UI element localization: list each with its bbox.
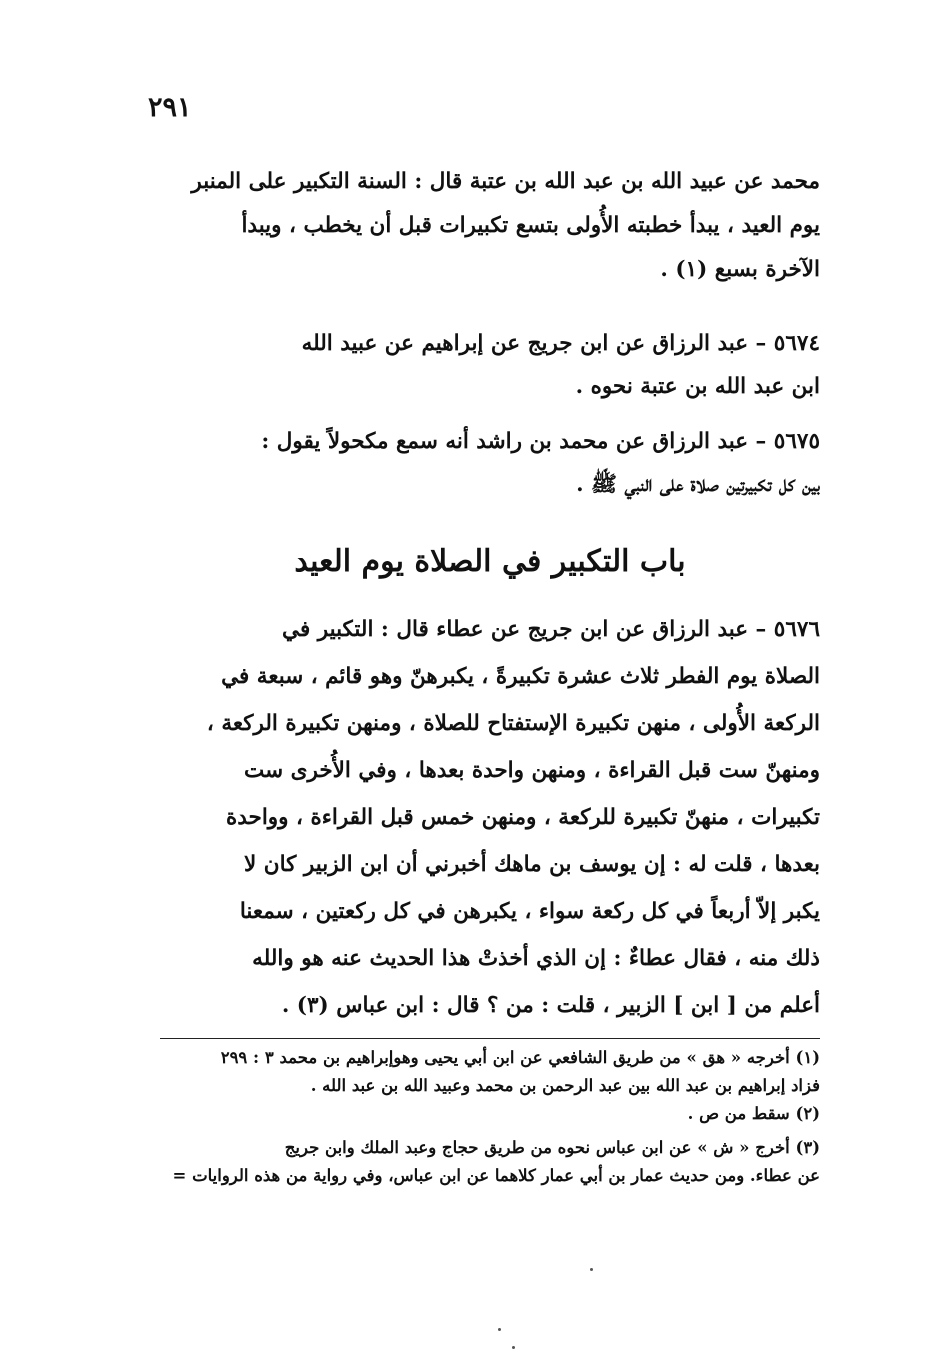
scan-speck	[498, 1328, 501, 1331]
text-line: ومنهنّ ست قبل القراءة ، ومنهن واحدة بعدها ، وفي الأُخرى ست	[244, 758, 820, 783]
text-line: يوم العيد ، يبدأ خطبته الأُولى بتسع تكبيرات قبل أن يخطب ، ويبدأ	[241, 213, 820, 238]
footnote-2	[160, 1100, 820, 1128]
continued-paragraph	[160, 160, 820, 292]
text-line: ٥٦٧٥ – عبد الرزاق عن محمد بن راشد أنه سمع مكحولاً يقول :	[261, 429, 820, 454]
scan-speck	[590, 1268, 593, 1271]
text-line: تكبيرات ، منهنّ تكبيرة للركعة ، ومنهن خمس قبل القراءة ، وواحدة	[225, 805, 820, 830]
footnote-divider	[160, 1038, 820, 1039]
footnotes	[160, 1044, 820, 1190]
text-line: الصلاة يوم الفطر ثلاث عشرة تكبيرةً ، يكبرهنّ وهو قائم ، سبعة في	[221, 664, 820, 689]
footnote-3	[160, 1134, 820, 1190]
footnote-line: عن عطاء. ومن حديث عمار بن أبي عمار كلاهما عن ابن عباس، وفي رواية من هذه الروايات =	[172, 1166, 820, 1185]
text-line: الركعة الأُولى ، منهن تكبيرة الإستفتاح للصلاة ، ومنهن تكبيرة الركعة ،	[206, 711, 820, 736]
text-line: بين كل تكبيرتين صلاة على النبي ﷺ .	[576, 472, 820, 497]
text-line: يكبر إلاّ أربعاً في كل ركعة سواء ، يكبرهن في كل ركعتين ، سمعنا	[239, 899, 820, 924]
text-line: ٥٦٧٤ – عبد الرزاق عن ابن جريج عن إبراهيم عن عبيد الله	[301, 331, 820, 356]
chapter-heading: باب التكبير في الصلاة يوم العيد	[294, 544, 686, 579]
scan-speck	[512, 1346, 515, 1349]
hadith-5675	[160, 420, 820, 506]
hadith-5676	[160, 606, 820, 1029]
footnote-line: فزاد إبراهيم بن عبد الله بين عبد الرحمن بن محمد وعبيد الله بن عبد الله .	[310, 1076, 820, 1095]
text-line: ذلك منه ، فقال عطاءٌ : إن الذي أخذتْ هذا الحديث عنه هو والله	[252, 946, 820, 971]
text-line: أعلم من [ ابن ] الزبير ، قلت : من ؟ قال : ابن عباس (٣) .	[281, 993, 820, 1018]
text-line: الآخرة بسبع (١) .	[660, 257, 820, 282]
hadith-5674	[160, 322, 820, 408]
footnote-line: (١) أخرجه « هق » من طريق الشافعي عن ابن أبي يحيى وهوإبراهيم بن محمد ٣ : ٢٩٩	[220, 1048, 820, 1067]
footnote-1	[160, 1044, 820, 1100]
footnote-line: (٢) سقط من ص .	[687, 1104, 820, 1123]
text-line: ٥٦٧٦ – عبد الرزاق عن ابن جريج عن عطاء قال : التكبير في	[282, 617, 820, 642]
footnote-line: (٣) أخرج « ش » عن ابن عباس نحوه من طريق حجاج وعبد الملك وابن جريج	[284, 1138, 820, 1157]
text-line: ابن عبد الله بن عتبة نحوه .	[575, 374, 820, 399]
text-line: بعدها ، قلت له : إن يوسف بن ماهك أخبرني أن ابن الزبير كان لا	[244, 852, 820, 877]
text-line: محمد عن عبيد الله بن عبد الله بن عتبة قال : السنة التكبير على المنبر	[191, 169, 820, 194]
page-number: ٢٩١	[148, 92, 192, 123]
